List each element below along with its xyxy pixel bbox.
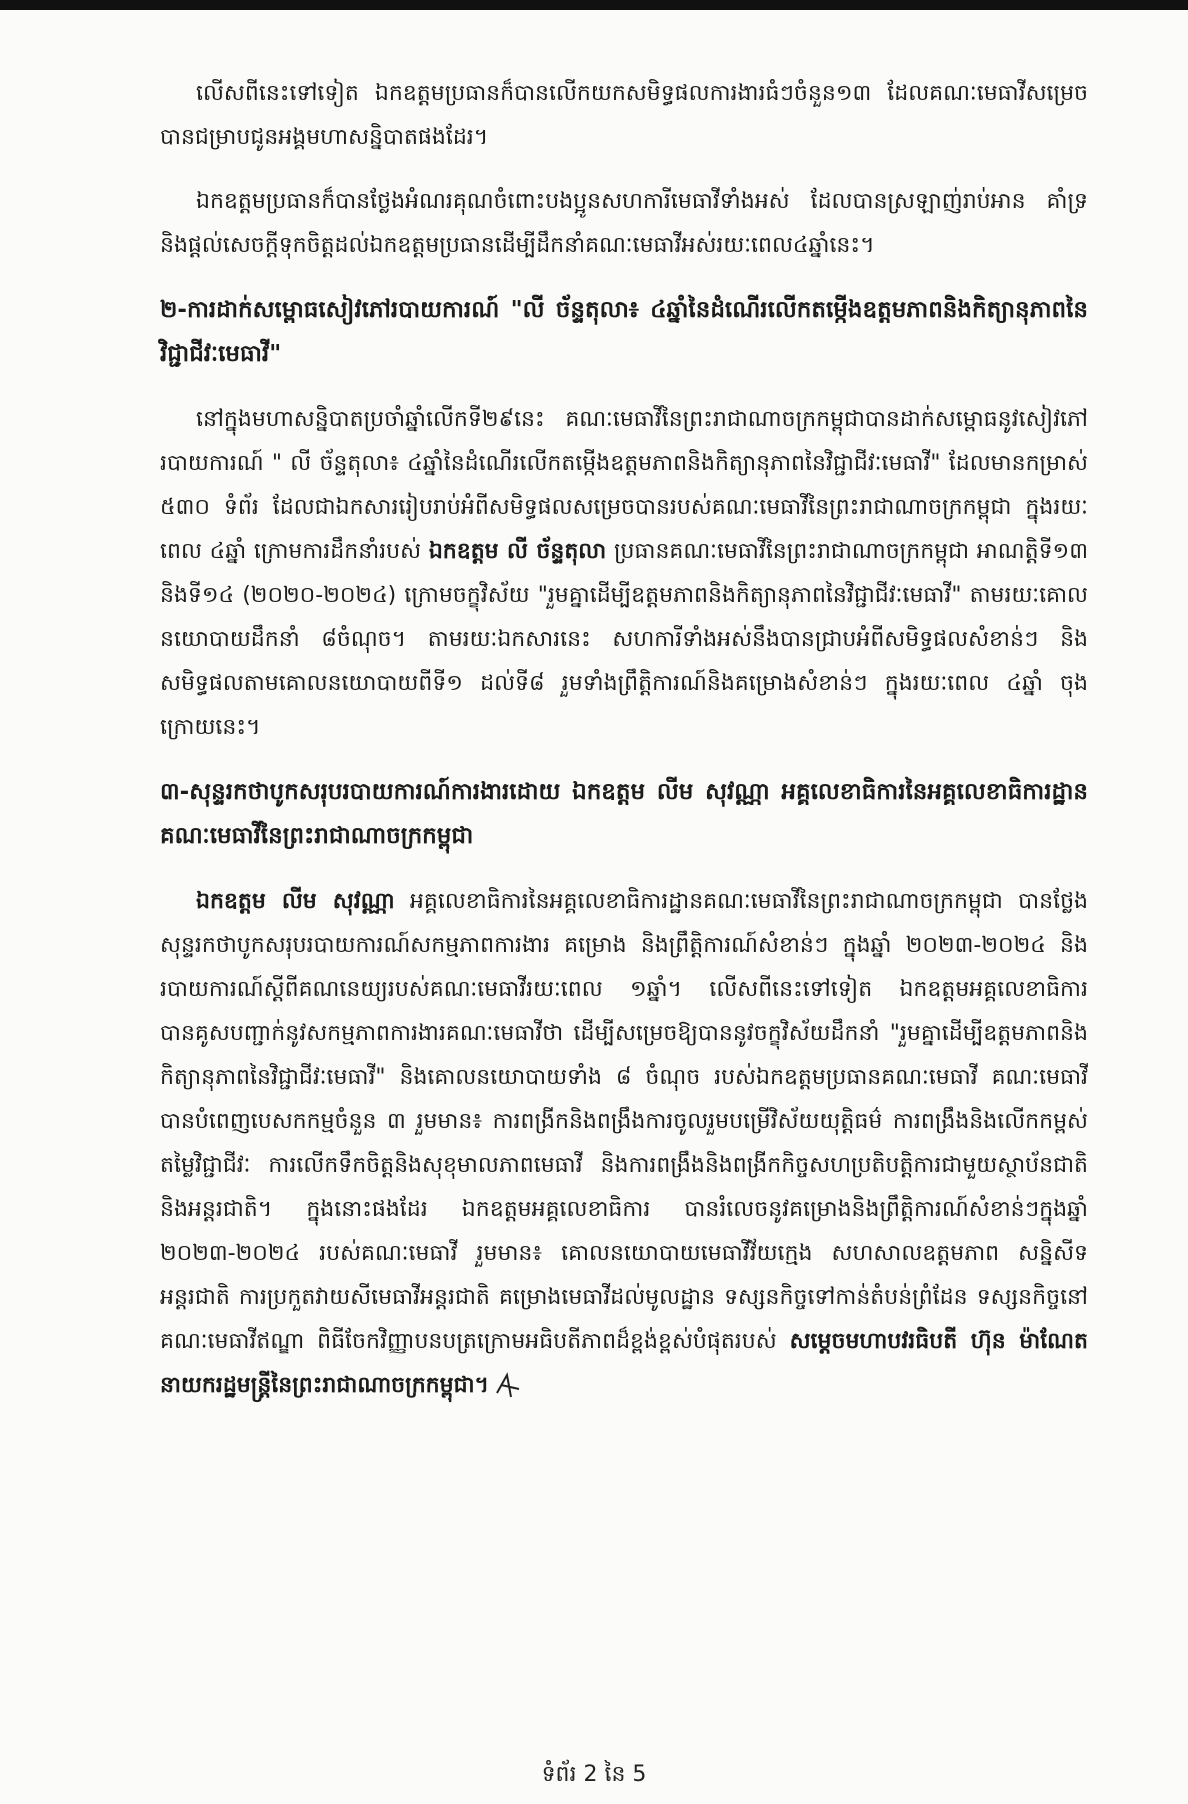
- heading-book-launch: ២-ការដាក់សម្ពោធសៀវភៅរបាយការណ៍ "លី ច័ន្ទតុលា៖ ៤ឆ្នាំនៃដំណើរលើកតម្កើងឧត្តមភាពនិងកិត្យានុភាពនៃវិជ្ជាជីវៈមេធាវី": [160, 297, 1088, 367]
- paragraph-achievements: លើសពីនេះទៅទៀត ឯកឧត្តមប្រធានក៏បានលើកយកសមិទ្ធផលការងារធំៗចំនួន១៣ ដែលគណៈមេធាវីសម្រេចបានជម្រាបជូនអង្គមហាសន្និបាតផងដែរ។: [160, 81, 1088, 150]
- handwritten-initial: [493, 1371, 523, 1401]
- document-body: [160, 72, 1088, 1428]
- secretary-report-text: អគ្គលេខាធិការនៃអគ្គលេខាធិការដ្ឋានគណៈមេធាវីនៃព្រះរាជាណាចក្រកម្ពុជា បានថ្លែងសុន្ទរកថាបូកសរុបរបាយការណ៍សកម្មភាពការងារ គម្រោង និងព្រឹត្តិការណ៍សំខាន់ៗ ក្នុងឆ្នាំ ២០២៣-២០២៤ និងរបាយការណ៍ស្តីពីគណនេយ្យរបស់គណៈមេធាវីរយៈពេល ១ឆ្នាំ។ លើសពីនេះទៅទៀត ឯកឧត្តមអគ្គលេខាធិការ បានគូសបញ្ជាក់នូវសកម្មភាពការងារគណៈមេធាវីថា ដើម្បីសម្រេចឱ្យបាននូវចក្ខុវិស័យដឹកនាំ "រួមគ្នាដើម្បីឧត្តមភាពនិងកិត្យានុភាពនៃវិជ្ជាជីវៈមេធាវី" និងគោលនយោបាយទាំង ៨ ចំណុច របស់ឯកឧត្តមប្រធានគណៈមេធាវី គណៈមេធាវីបានបំពេញបេសកកម្មចំនួន ៣ រួមមាន៖ ការពង្រីកនិងពង្រឹងការចូលរួមបម្រើវិស័យយុត្តិធម៌ ការពង្រឹងនិងលើកកម្ពស់តម្លៃវិជ្ជាជីវៈ ការលើកទឹកចិត្តនិងសុខុមាលភាពមេធាវី និងការពង្រឹងនិងពង្រីកកិច្ចសហប្រតិបត្តិការជាមួយស្ថាប័នជាតិនិងអន្តរជាតិ។ ក្នុងនោះផងដែរ ឯកឧត្តមអគ្គលេខាធិការ បានរំលេចនូវគម្រោងនិងព្រឹត្តិការណ៍សំខាន់ៗក្នុងឆ្នាំ ២០២៣-២០២៤ របស់គណៈមេធាវី រួមមាន៖ គោលនយោបាយមេធាវីវ័យក្មេង សហសាលឧត្តមភាព សន្និសីទអន្តរជាតិ ការប្រកួតវាយសីមេធាវីអន្តរជាតិ គម្រោងមេធាវីដល់មូលដ្ឋាន ទស្សនកិច្ចទៅកាន់តំបន់ព្រំដែន ទស្សនកិច្ចនៅគណៈមេធាវីឥណ្ឌា ពិធីចែកវិញ្ញាបនបត្រក្រោមអធិបតីភាពដ៏ខ្ពង់ខ្ពស់បំផុតរបស់: [160, 889, 1088, 1354]
- prime-minister-line: សម្តេចមហាបវរធិបតី ហ៊ុន ម៉ាណែត នាយករដ្ឋមន្ត្រីនៃព្រះរាជាណាចក្រកម្ពុជា។: [160, 1329, 1089, 1398]
- heading-secretary-report: ៣-សុន្ទរកថាបូកសរុបរបាយការណ៍ការងារដោយ ឯកឧត្តម លីម សុវណ្ណា អគ្គលេខាធិការនៃអគ្គលេខាធិការដ្ឋានគណៈមេធាវីនៃព្រះរាជាណាចក្រកម្ពុជា: [160, 779, 1088, 849]
- top-edge-bar: [0, 0, 1188, 10]
- page-number: ទំព័រ 2 នៃ 5: [541, 1762, 647, 1787]
- book-launch-text: នៅក្នុងមហាសន្និបាតប្រចាំឆ្នាំលើកទី២៩នេះ គណៈមេធាវីនៃព្រះរាជាណាចក្រកម្ពុជាបានដាក់សម្ពោធនូវសៀវភៅរបាយការណ៍ " លី ច័ន្ទតុលា៖ ៤ឆ្នាំនៃដំណើរលើកតម្កើងឧត្តមភាពនិងកិត្យានុភាពនៃវិជ្ជាជីវៈមេធាវី" ដែលមានកម្រាស់ ៥៣០ ទំព័រ ដែលជាឯកសាររៀបរាប់អំពីសមិទ្ធផលសម្រេចបានរបស់គណៈមេធាវីនៃព្រះរាជាណាចក្រកម្ពុជា ក្នុងរយៈពេល ៤ឆ្នាំ ក្រោមការដឹកនាំរបស់: [160, 407, 1088, 564]
- president-name: ឯកឧត្តម លី ច័ន្ទតុលា: [428, 539, 607, 564]
- paragraph-thanks: ឯកឧត្តមប្រធានក៏បានថ្លែងអំណរគុណចំពោះបងប្អូនសហការីមេធាវីទាំងអស់ ដែលបានស្រឡាញ់រាប់អាន គាំទ្រ និងផ្តល់សេចក្តីទុកចិត្តដល់ឯកឧត្តមប្រធានដើម្បីដឹកនាំគណៈមេធាវីអស់រយៈពេល៤ឆ្នាំនេះ។: [160, 189, 1088, 258]
- paragraph-secretary-report: [160, 880, 1088, 1408]
- book-launch-text-rest: ប្រធានគណៈមេធាវីនៃព្រះរាជាណាចក្រកម្ពុជា អាណត្តិទី១៣ និងទី១៤ (២០២០-២០២៤) ក្រោមចក្ខុវិស័យ "រួមគ្នាដើម្បីឧត្តមភាពនិងកិត្យានុភាពនៃវិជ្ជាជីវៈមេធាវី" តាមរយៈគោលនយោបាយដឹកនាំ ៨ចំណុច។ តាមរយៈឯកសារនេះ សហការីទាំងអស់នឹងបានជ្រាបអំពីសមិទ្ធផលសំខាន់ៗ និងសមិទ្ធផលតាមគោលនយោបាយពីទី១ ដល់ទី៨ រួមទាំងព្រឹត្តិការណ៍និងគម្រោងសំខាន់ៗ ក្នុងរយៈពេល ៤ឆ្នាំ ចុងក្រោយនេះ។: [160, 539, 1088, 740]
- paragraph-book-launch: [160, 398, 1088, 750]
- document-page: [0, 10, 1188, 1804]
- secretary-name: ឯកឧត្តម លីម សុវណ្ណា: [196, 889, 395, 914]
